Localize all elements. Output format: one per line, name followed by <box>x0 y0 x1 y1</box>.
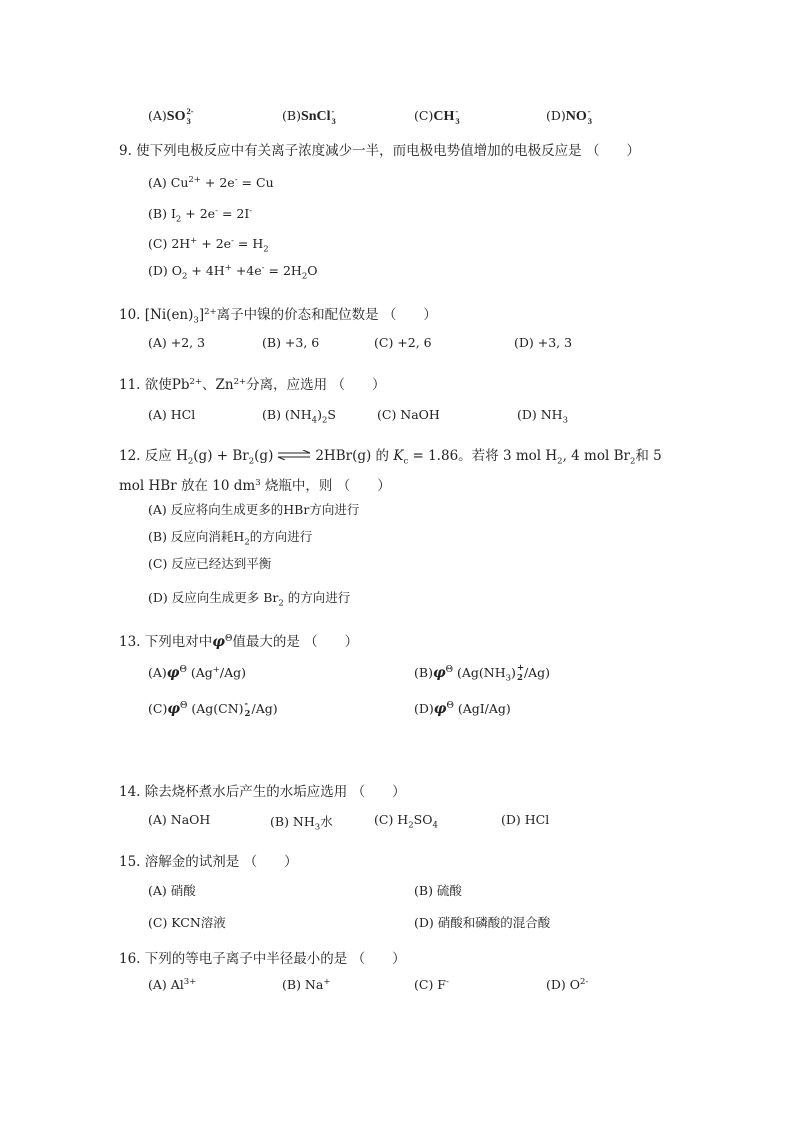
standard-state-icon: Θ <box>224 634 233 644</box>
q8-option-d: (D)NO - 3 <box>546 108 595 125</box>
q12-option-c: (C) 反应已经达到平衡 <box>148 556 272 571</box>
q9-option-a: (A) $Cu^{2+} + 2e^- = Cu$ <box>148 175 274 190</box>
question-16-stem: 16. 下列的等电子离子中半径最小的是 （ ） <box>119 951 406 967</box>
q11-option-b: (B) $(NH_4)_2S$ <box>262 407 336 426</box>
q10-option-c: (C) +2, 6 <box>374 335 432 350</box>
phi-symbol: φ <box>212 634 225 650</box>
q11-option-d: (D) $NH_3$ <box>517 407 569 426</box>
question-11-stem: 11. 欲使$Pb^{2+}$、$Zn^{2+}$分离，应选用 （ ） <box>119 377 386 393</box>
equilibrium-arrow-icon <box>277 450 311 460</box>
q14-option-b: (B) $NH_3$水 <box>270 814 333 833</box>
question-14-stem: 14. 除去烧杯煮水后产生的水垢应选用 （ ） <box>119 784 406 800</box>
q16-option-a: (A) $Al^{3+}$ <box>148 977 197 992</box>
question-15-stem: 15. 溶解金的试剂是 （ ） <box>119 854 298 870</box>
question-13-stem: 13. 下列电对中$\varphi^\Theta$值最大的是 （ ） <box>119 634 359 650</box>
q9-option-d: (D) $O_2 + 4H^+ +4e^- = 2H_2O$ <box>148 263 318 282</box>
q8-option-a: (A)SO 2- 3 <box>148 106 194 126</box>
q11-option-a: (A) HCl <box>148 407 196 422</box>
q9-option-b: (B) $I_2 + 2e^- = 2I^-$ <box>148 206 253 225</box>
q16-option-d: (D) $O^{2-}$ <box>546 977 589 992</box>
q12-option-b: (B) 反应向消耗$H_2$的方向进行 <box>148 529 313 548</box>
q13-option-b: $(B)\varphi^\Theta$ ($Ag(NH_3)$ + 2 /Ag) <box>414 663 551 684</box>
formula: CH - 3 <box>433 106 460 126</box>
q15-option-c: (C) KCN溶液 <box>148 915 226 930</box>
q10-option-b: (B) +3, 6 <box>262 335 320 350</box>
question-12-stem-line1: 12. 反应 $H_2(g) + Br_2(g)$ 2HBr(g) 的 $K_c = 1.86$。若将 3 mol $H_2$, 4 mol $Br_2$和 5 <box>119 448 662 467</box>
formula: SnCl - 3 <box>300 106 336 126</box>
q13-option-a: $(A)\varphi^\Theta$ (Ag+/Ag) <box>148 665 246 681</box>
q12-option-d: (D) 反应向生成更多 $Br_2$ 的方向进行 <box>148 590 351 609</box>
formula: SO 2- 3 <box>166 106 194 126</box>
question-12-stem-line2: mol HBr 放在 10 $dm^3$ 烧瓶中，则 （ ） <box>119 478 391 494</box>
q14-option-a: (A) NaOH <box>148 812 211 827</box>
formula: NO - 3 <box>565 106 593 126</box>
q13-option-c: $(C)\varphi^\Theta$ (Ag(CN) - 2 /Ag) <box>148 699 278 719</box>
q16-option-c: (C) F- <box>414 977 449 992</box>
q12-option-a: (A) 反应将向生成更多的HBr方向进行 <box>148 502 360 517</box>
q15-option-d: (D) 硝酸和磷酸的混合酸 <box>414 915 551 930</box>
q8-option-b: (B)SnCl - 3 <box>282 108 339 125</box>
q13-option-d: $(D)\varphi^\Theta$ (AgI/Ag) <box>414 701 511 717</box>
q11-option-c: (C) NaOH <box>377 407 440 422</box>
q14-option-c: (C) $H_2SO_4$ <box>374 812 438 831</box>
q15-option-a: (A) 硝酸 <box>148 883 196 898</box>
q14-option-d: (D) HCl <box>501 812 550 827</box>
q8-option-c: (C)CH - 3 <box>414 108 462 125</box>
question-9-stem: 9. 使下列电极反应中有关离子浓度减少一半，而电极电势值增加的电极反应是 （ ） <box>119 143 640 159</box>
q16-option-b: (B) Na+ <box>282 977 331 992</box>
q9-option-c: (C) $2H^+ + 2e^- = H_2$ <box>148 236 269 255</box>
q10-option-a: (A) +2, 3 <box>148 335 206 350</box>
q15-option-b: (B) 硫酸 <box>414 883 462 898</box>
question-10-stem: 10. $[Ni(en)_3]^{2+}$离子中镍的价态和配位数是 （ ） <box>119 307 437 326</box>
q10-option-d: (D) +3, 3 <box>514 335 573 350</box>
